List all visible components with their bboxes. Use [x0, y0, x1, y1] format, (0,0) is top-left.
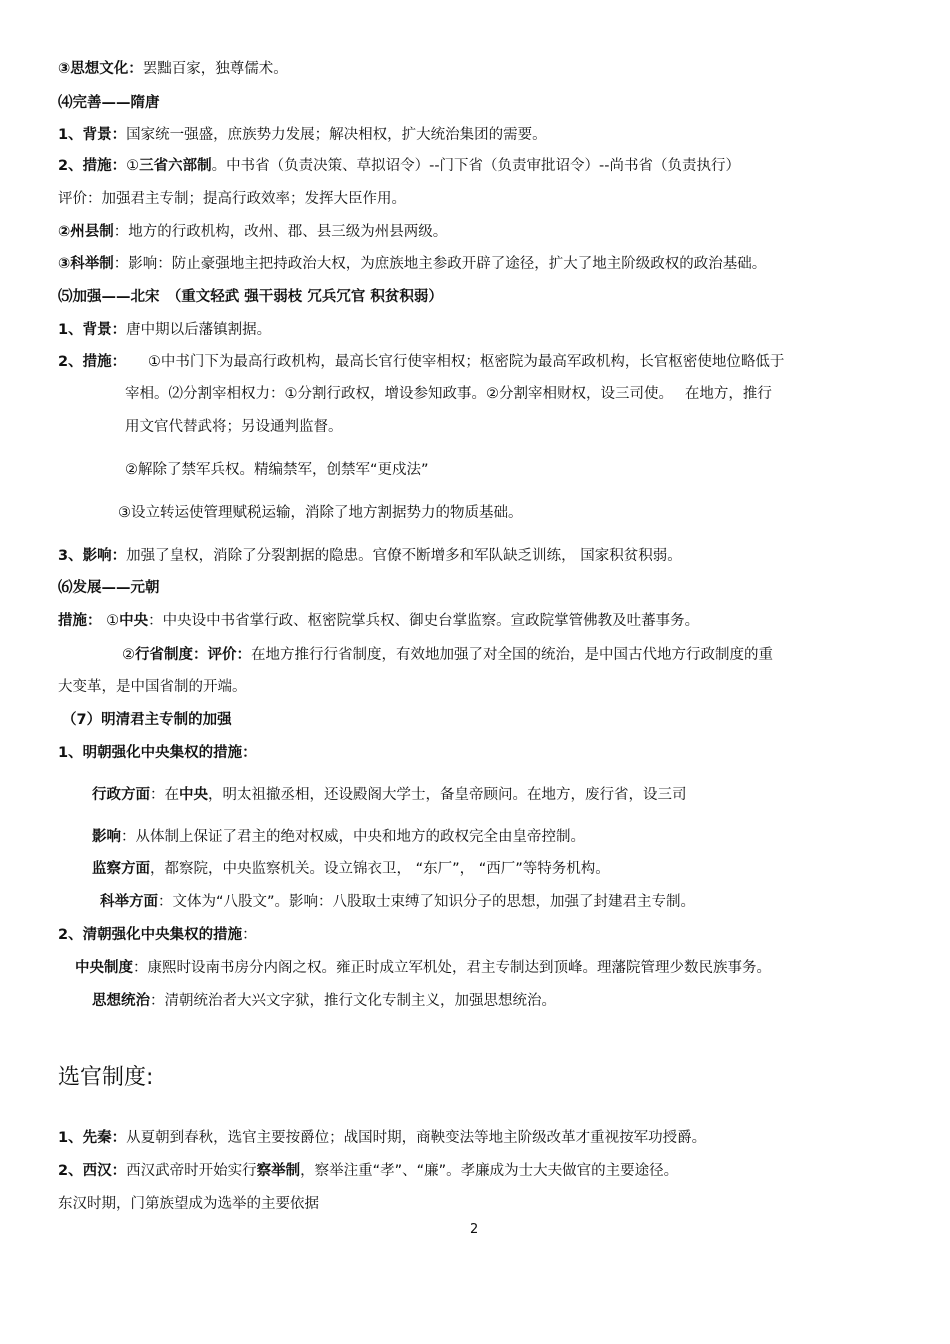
- text-line: [92, 991, 556, 1011]
- text-span: ，明太祖撤丞相，还设殿阁大学士，备皇帝顾问。在地方，废行省，设三司: [208, 787, 687, 803]
- bold-text: 措施：: [58, 613, 102, 629]
- bold-text: 1、明朝强化中央集权的措施：: [58, 745, 257, 761]
- text-line: [58, 156, 740, 176]
- text-span: ：在: [150, 787, 179, 803]
- text-line: [58, 93, 160, 113]
- text-line: [58, 352, 784, 372]
- text-span: ，察举注重“孝”、“廉”。孝廉成为士大夫做官的主要途径。: [300, 1163, 679, 1179]
- text-span: ，都察院，中央监察机关。设立锦衣卫， “东厂”， “西厂”等特务机构。: [150, 861, 610, 877]
- text-span: ③设立转运使管理赋税运输，消除了地方割据势力的物质基础。: [118, 505, 523, 521]
- text-line: [92, 859, 610, 879]
- text-line: [58, 222, 447, 242]
- text-line: [58, 1064, 153, 1092]
- text-span: 在地方推行行省制度，有效地加强了对全国的统治，是中国古代地方行政制度的重: [251, 647, 773, 663]
- text-span: 大变革，是中国省制的开端。: [58, 679, 247, 695]
- bold-text: 3、影响：: [58, 548, 127, 564]
- bold-text: ③思想文化：: [58, 61, 143, 77]
- text-span: 用文官代替武将；另设通判监督。: [125, 419, 343, 435]
- text-line: [92, 827, 585, 847]
- text-line: [92, 785, 687, 805]
- text-line: [100, 892, 695, 912]
- text-span: ：康熙时设南书房分内阁之权。雍正时成立军机处，君主专制达到顶峰。理藩院管理少数民族事务。: [133, 960, 771, 976]
- bold-text: 三省六部制: [139, 158, 212, 174]
- bold-text: 行省制度：评价：: [135, 647, 251, 663]
- bold-text: ②州县制: [58, 224, 114, 240]
- text-span: 西汉武帝时开始实行: [126, 1163, 257, 1179]
- text-line: [58, 254, 766, 274]
- text-span: 评价：加强君主专制；提高行政效率；发挥大臣作用。: [58, 191, 406, 207]
- text-span: ：从体制上保证了君主的绝对权威，中央和地方的政权完全由皇帝控制。: [121, 829, 585, 845]
- text-line: [62, 710, 232, 730]
- bold-text: 2、清朝强化中央集权的措施: [58, 927, 243, 943]
- bold-text: 1、先秦：: [58, 1130, 127, 1146]
- bold-text: 中央: [119, 613, 149, 629]
- text-span: ①: [126, 158, 140, 174]
- text-span: ①: [101, 613, 120, 629]
- bold-text: ⑷完善——隋唐: [58, 95, 160, 111]
- text-line: [58, 320, 271, 340]
- bold-text: （7）明清君主专制的加强: [62, 712, 232, 728]
- text-span: 选官制度:: [58, 1065, 154, 1090]
- text-span: 从夏朝到春秋，选官主要按爵位；战国时期，商鞅变法等地主阶级改革才重视按军功授爵。: [126, 1130, 707, 1146]
- bold-text: 2、措施：: [58, 354, 119, 370]
- text-span: 唐中期以后藩镇割据。: [126, 322, 272, 338]
- text-line: [58, 59, 288, 79]
- page-number: 2: [470, 1222, 479, 1237]
- text-line: [125, 417, 343, 437]
- text-span: ②解除了禁军兵权。精编禁军，创禁军“更戍法”: [125, 462, 429, 478]
- text-span: 罢黜百家，独尊儒术。: [142, 61, 288, 77]
- bold-text: ③科举制: [58, 256, 114, 272]
- text-line: [75, 958, 771, 978]
- text-span: ：: [242, 927, 257, 943]
- text-span: ①中书门下为最高行政机构，最高长官行使宰相权；枢密院为最高军政机构，长官枢密使地位略低于: [118, 354, 785, 370]
- bold-text: 影响: [92, 829, 121, 845]
- bold-text: ⑹发展——元朝: [58, 580, 160, 596]
- bold-text: 察举制: [256, 1163, 301, 1179]
- bold-text: 1、背景：: [58, 322, 127, 338]
- text-line: [58, 677, 247, 697]
- bold-text: 2、措施：: [58, 158, 127, 174]
- text-span: ：中央设中书省掌行政、枢密院掌兵权、御史台掌监察。宣政院掌管佛教及吐蕃事务。: [148, 613, 700, 629]
- text-line: [118, 503, 523, 523]
- text-line: [58, 546, 682, 566]
- text-span: 宰相。⑵分割宰相权力：①分割行政权，增设参知政事。②分割宰相财权，设三司使。 在地方，推行: [125, 386, 772, 402]
- text-span: 。中书省（负责决策、草拟诏令）--门下省（负责审批诏令）--尚书省（负责执行）: [211, 158, 741, 174]
- bold-text: 中央制度: [75, 960, 133, 976]
- text-line: [125, 384, 772, 404]
- bold-text: 行政方面: [92, 787, 150, 803]
- bold-text: ⑸加强——北宋 （重文轻武 强干弱枝 冗兵冗官 积贫积弱）: [58, 289, 443, 305]
- text-line: [58, 1194, 319, 1214]
- text-line: [58, 925, 257, 945]
- text-line: [58, 287, 443, 307]
- text-span: ：文体为“八股文”。影响：八股取士束缚了知识分子的思想，加强了封建君主专制。: [158, 894, 696, 910]
- text-line: [122, 645, 773, 665]
- text-line: [58, 125, 547, 145]
- bold-text: 思想统治: [92, 993, 150, 1009]
- text-span: ：地方的行政机构，改州、郡、县三级为州县两级。: [113, 224, 448, 240]
- text-span: 加强了皇权，消除了分裂割据的隐患。官僚不断增多和军队缺乏训练， 国家积贫积弱。: [126, 548, 682, 564]
- text-line: [58, 189, 406, 209]
- text-line: [125, 460, 429, 480]
- text-line: [58, 1161, 678, 1181]
- text-span: ：清朝统治者大兴文字狱，推行文化专制主义，加强思想统治。: [150, 993, 556, 1009]
- text-line: [58, 578, 160, 598]
- bold-text: 2、西汉：: [58, 1163, 127, 1179]
- bold-text: 1、背景：: [58, 127, 127, 143]
- text-line: [58, 743, 257, 763]
- text-line: [58, 1128, 706, 1148]
- text-line: [58, 611, 699, 631]
- text-span: 东汉时期，门第族望成为选举的主要依据: [58, 1196, 319, 1212]
- bold-text: 中央: [179, 787, 208, 803]
- text-span: ：影响：防止豪强地主把持政治大权，为庶族地主参政开辟了途径，扩大了地主阶级政权的政治基础。: [113, 256, 767, 272]
- text-span: 国家统一强盛，庶族势力发展；解决相权，扩大统治集团的需要。: [126, 127, 547, 143]
- bold-text: 监察方面: [92, 861, 150, 877]
- text-span: ②: [122, 647, 135, 663]
- bold-text: 科举方面: [100, 894, 158, 910]
